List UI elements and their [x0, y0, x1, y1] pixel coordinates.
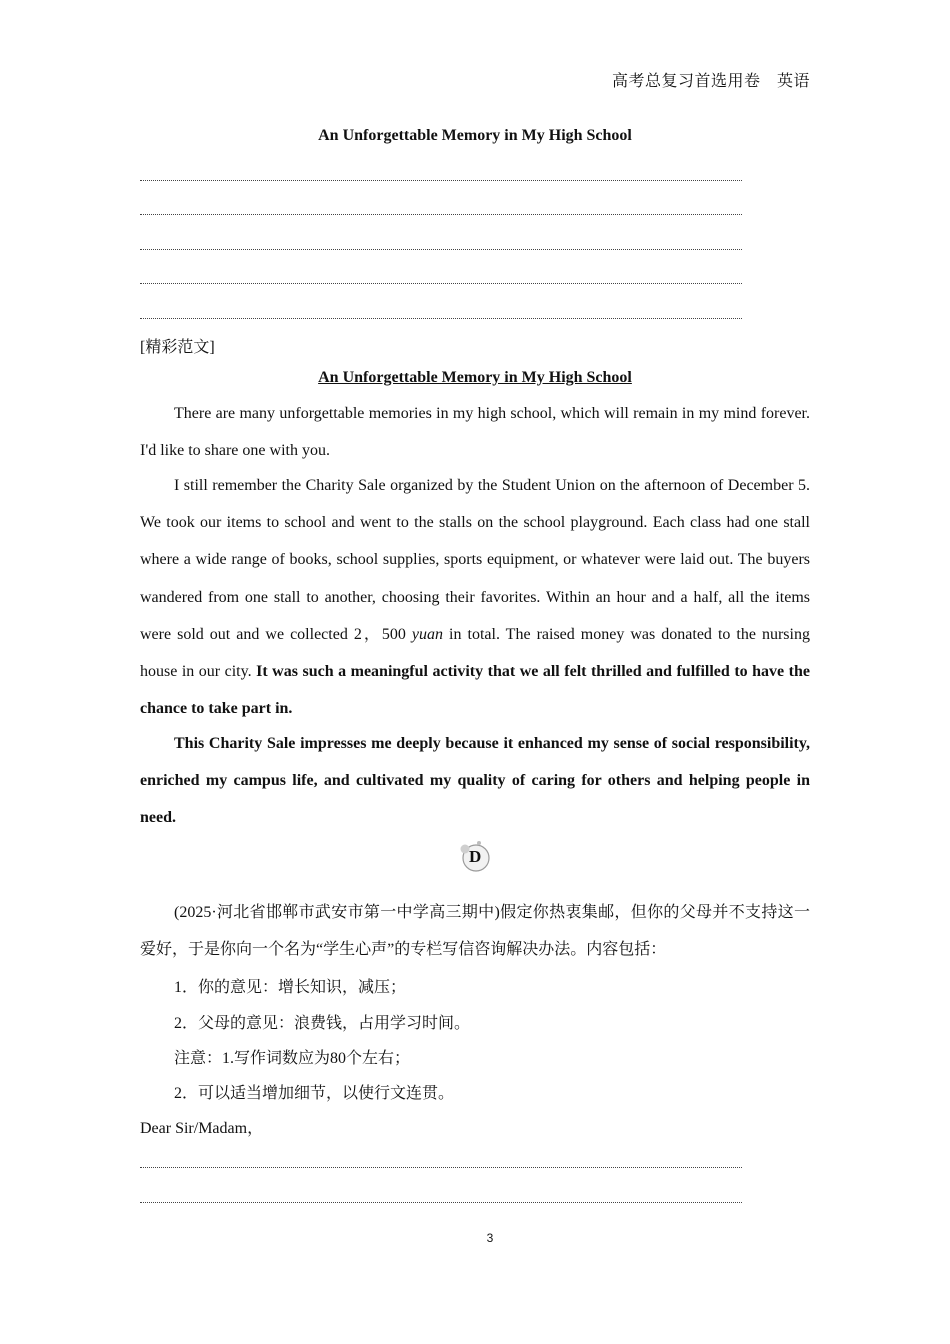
writing-line: [140, 1167, 742, 1168]
writing-line: [140, 283, 742, 284]
sample-paragraph-2-highlight: It was such a meaningful activity that we all felt thrilled and fulfilled to have the chance to take part in.: [140, 663, 810, 718]
sample-essay-title: An Unforgettable Memory in My High School: [318, 369, 632, 386]
sample-paragraph-1: There are many unforgettable memories in my high school, which will remain in my mind forever. I'd like to share one with you.: [140, 405, 810, 460]
sample-paragraph-3: This Charity Sale impresses me deeply because it enhanced my sense of social responsibility, enriched my campus life, and cultivated my quality of caring for others and helping people in need.: [140, 735, 810, 827]
essay-title: An Unforgettable Memory in My High School: [318, 127, 632, 144]
sample-paragraph-2: [140, 467, 810, 727]
page-number: 3: [486, 1231, 494, 1245]
writing-line: [140, 1202, 742, 1203]
task-point-2: 2．父母的意见：浪费钱，占用学习时间。: [174, 1015, 471, 1032]
task-note-1: 注意：1.写作词数应为80个左右；: [174, 1050, 411, 1067]
writing-line: [140, 214, 742, 215]
sample-paragraph-2-text-a: I still remember the Charity Sale organized by the Student Union on the afternoon of December 5. We took our items to school and went to the stalls on the school playground. Each class had one stall where a wide range of books, school supplies, sports equipment, or whatever were laid out. The buyers wandered from one stall to another, choosing their favorites. Within an hour and a half, all the items were sold out and we collected 2，500: [140, 477, 810, 643]
task-point-1: 1．你的意见：增长知识，减压；: [174, 979, 407, 996]
letter-salutation: Dear Sir/Madam，: [140, 1120, 264, 1137]
task-prompt: (2025·河北省邯郸市武安市第一中学高三期中)假定你热衷集邮，但你的父母并不支持这一爱好，于是你向一个名为“学生心声”的专栏写信咨询解决办法。内容包括：: [140, 904, 810, 959]
task-note-2: 2．可以适当增加细节，以使行文连贯。: [174, 1085, 455, 1102]
section-badge-letter: D: [469, 847, 482, 866]
page-header: 高考总复习首选用卷 英语: [611, 73, 810, 90]
currency-word: yuan: [411, 625, 444, 643]
sample-essay-label: [精彩范文]: [140, 339, 215, 356]
writing-line: [140, 249, 742, 250]
sample-paragraph-2-text-b: in total. The raised money was donated to the nursing house in our city.: [140, 625, 810, 681]
writing-line: [140, 180, 742, 181]
section-d-badge: [460, 840, 490, 872]
writing-line: [140, 318, 742, 319]
